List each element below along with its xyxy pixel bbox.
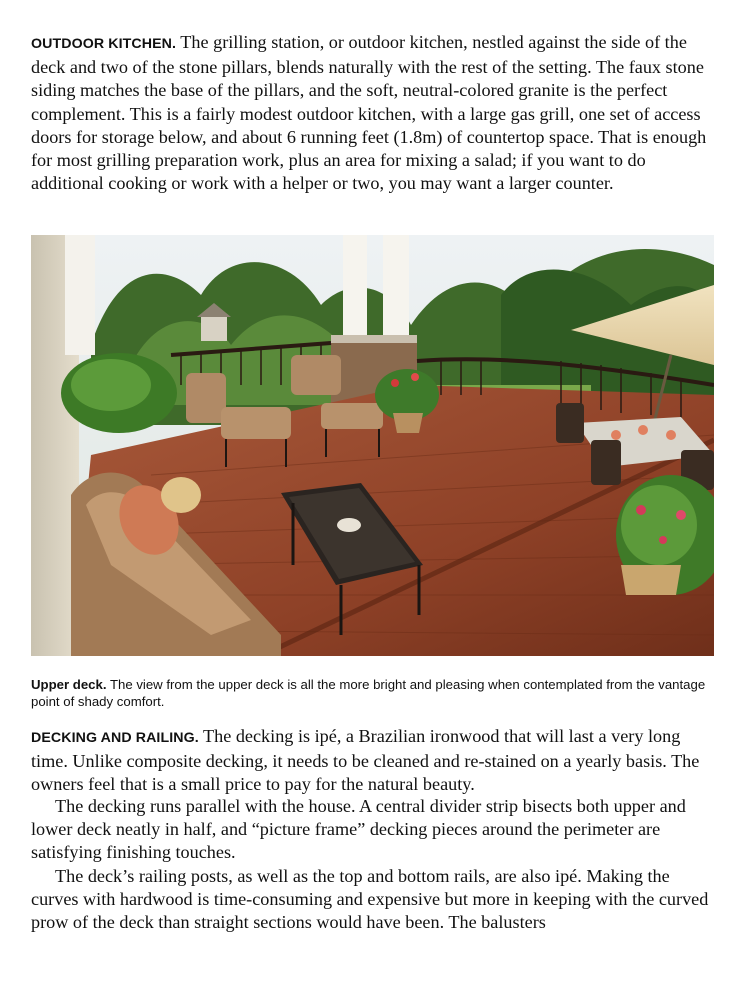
outdoor-kitchen-body: The grilling station, or outdoor kitchen, nestled against the side of the deck and two of the stone pillars, blends naturally with the rest of the setting. The faux stone siding matches the base of the pillars, and the soft, neutral-colored granite is the perfect complement. This is a fairly modest outdoor kitchen, with a large gas grill, one set of access doors for storage below, and about 6 running feet (1.8m) of countertop space. That is enough for most grilling preparation work, plus an area for mixing a salad; if you want to do additional cooking or work with a helper or two, you may want a larger counter.	[31, 32, 707, 194]
caption-text: The view from the upper deck is all the more bright and pleasing when contemplated from the vantage point of shady comfort.	[31, 677, 706, 709]
decking-railing-body: The decking is ipé, a Brazilian ironwood that will last a very long time. Unlike composite decking, it needs to be cleaned and re-stained on a yearly basis. The owners feel that is a small price to pay for the natural beauty.	[31, 726, 700, 795]
decking-direction-paragraph: The decking runs parallel with the house. A central divider strip bisects both upper and lower deck neatly in half, and “picture frame” decking pieces around the perimeter are satisfying finishing touches.	[31, 796, 686, 863]
caption-title: Upper deck.	[31, 677, 107, 692]
railing-posts-paragraph: The deck’s railing posts, as well as the top and bottom rails, are also ipé. Making the curves with hardwood is time-consuming and expensive but more in keeping with the curved prow of the deck than straight sections would have been. The balusters	[31, 866, 709, 933]
outdoor-kitchen-paragraph	[31, 31, 721, 195]
photo-caption	[31, 676, 721, 710]
deck-photo-illustration	[31, 235, 714, 656]
outdoor-kitchen-heading: OUTDOOR KITCHEN.	[31, 36, 177, 52]
deck-photo	[31, 235, 714, 656]
decking-railing-paragraph	[31, 725, 721, 797]
decking-railing-heading: DECKING AND RAILING.	[31, 730, 199, 746]
